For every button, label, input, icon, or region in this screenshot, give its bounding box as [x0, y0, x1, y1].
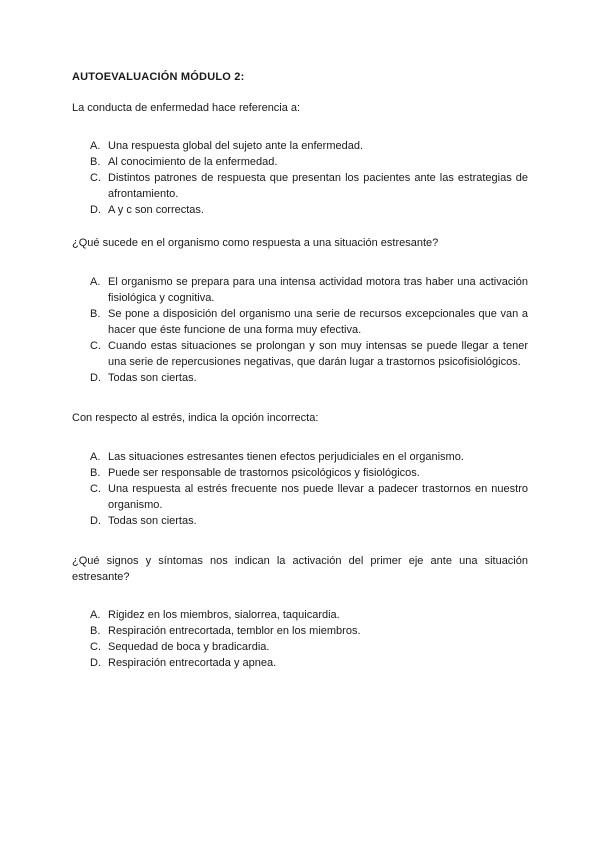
option-text: Distintos patrones de respuesta que presentan los pacientes ante las estrategias de afrontamiento.: [108, 172, 528, 200]
option-4b: [90, 623, 528, 639]
option-4c: [90, 639, 528, 655]
option-letter: A.: [90, 609, 101, 621]
option-letter: B.: [90, 156, 101, 168]
option-text: Puede ser responsable de trastornos psicológicos y fisiológicos.: [108, 467, 420, 479]
option-text: Cuando estas situaciones se prolongan y son muy intensas se puede llegar a tener una serie de repercusiones negativas, que darán lugar a trastornos psicofisiológicos.: [108, 340, 528, 368]
option-text: Una respuesta global del sujeto ante la enfermedad.: [108, 140, 364, 152]
option-text: Las situaciones estresantes tienen efectos perjudiciales en el organismo.: [108, 451, 464, 463]
option-text: Todas son ciertas.: [108, 515, 197, 527]
question-4-text: ¿Qué signos y síntomas nos indican la activación del primer eje ante una situación estresante?: [72, 555, 528, 583]
option-2a: [90, 274, 528, 306]
option-2c: [90, 338, 528, 370]
question-3-options: [90, 449, 528, 529]
option-text: A y c son correctas.: [108, 204, 204, 216]
option-letter: A.: [90, 140, 101, 152]
option-3c: [90, 481, 528, 513]
option-text: El organismo se prepara para una intensa actividad motora tras haber una activación fisiológica y cognitiva.: [108, 276, 528, 304]
page-title: AUTOEVALUACIÓN MÓDULO 2:: [72, 71, 245, 83]
option-text: Rigidez en los miembros, sialorrea, taquicardia.: [108, 609, 340, 621]
option-letter: B.: [90, 467, 101, 479]
question-2-text: ¿Qué sucede en el organismo como respuesta a una situación estresante?: [72, 237, 439, 249]
option-2b: [90, 306, 528, 338]
option-text: Sequedad de boca y bradicardia.: [108, 641, 270, 653]
option-letter: C.: [90, 641, 101, 653]
option-text: Una respuesta al estrés frecuente nos puede llevar a padecer trastornos en nuestro organismo.: [108, 483, 528, 511]
option-letter: B.: [90, 308, 101, 320]
option-letter: B.: [90, 625, 101, 637]
option-1b: [90, 154, 528, 170]
option-letter: A.: [90, 451, 101, 463]
option-text: Respiración entrecortada, temblor en los miembros.: [108, 625, 361, 637]
option-letter: A.: [90, 276, 101, 288]
option-letter: C.: [90, 172, 101, 184]
question-1-text: La conducta de enfermedad hace referencia a:: [72, 102, 301, 114]
option-3a: [90, 449, 528, 465]
option-letter: C.: [90, 483, 101, 495]
option-letter: D.: [90, 657, 101, 669]
option-letter: D.: [90, 204, 101, 216]
option-text: Al conocimiento de la enfermedad.: [108, 156, 278, 168]
option-text: Respiración entrecortada y apnea.: [108, 657, 277, 669]
option-1a: [90, 138, 528, 154]
option-text: Todas son ciertas.: [108, 372, 197, 384]
option-1c: [90, 170, 528, 202]
option-2d: [90, 370, 528, 386]
option-text: Se pone a disposición del organismo una serie de recursos excepcionales que van a hacer que éste funcione de una forma muy efectiva.: [108, 308, 528, 336]
option-4d: [90, 655, 528, 671]
option-3d: [90, 513, 528, 529]
option-letter: C.: [90, 340, 101, 352]
question-1-options: [90, 138, 528, 218]
question-3-text: Con respecto al estrés, indica la opción incorrecta:: [72, 412, 319, 424]
option-letter: D.: [90, 515, 101, 527]
option-3b: [90, 465, 528, 481]
option-4a: [90, 607, 528, 623]
option-letter: D.: [90, 372, 101, 384]
question-4-options: [90, 607, 528, 671]
question-2-options: [90, 274, 528, 386]
option-1d: [90, 202, 528, 218]
